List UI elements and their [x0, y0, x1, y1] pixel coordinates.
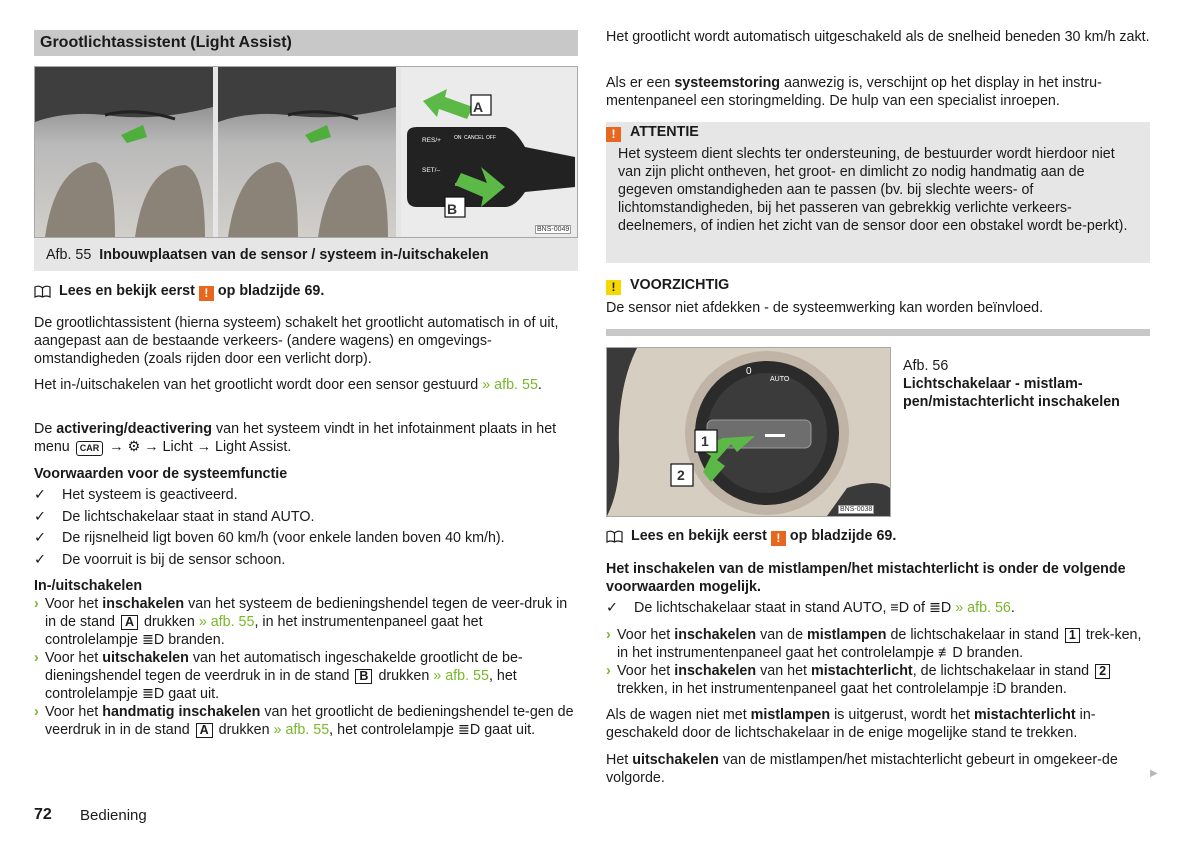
position-2-box: 2 — [1095, 664, 1110, 679]
sensor-paragraph: Het in-/uitschakelen van het grootlicht wordt door een sensor gestuurd » afb. 55. — [34, 377, 542, 393]
caption-number: Afb. 55 — [46, 247, 92, 263]
page-section: Bediening — [80, 807, 147, 824]
speed-text: Het grootlicht wordt automatisch uitgeschakeld als de snelheid beneden 30 km/h zakt. — [606, 29, 1150, 45]
on-off-title: In-/uitschakelen — [34, 578, 143, 594]
caution-icon: ! — [606, 280, 621, 295]
lever-label-off: OFF — [486, 135, 496, 141]
car-menu-key: CAR — [76, 441, 104, 456]
menu-path: → ⚙ → Licht → Light Assist. — [109, 439, 292, 455]
speed-paragraph — [606, 28, 1150, 46]
position-b-box: B — [355, 669, 372, 684]
figure-56 — [606, 347, 891, 517]
intro-paragraph — [34, 314, 578, 368]
attention-header — [606, 122, 1150, 142]
switch-position-2: 2 — [677, 467, 685, 483]
section-title: Grootlichtassistent (Light Assist) — [34, 30, 578, 56]
caption-title: Lichtschakelaar - mistlam-pen/mistachterlicht inschakelen — [903, 376, 1120, 410]
figure-code: BNS-0049 — [537, 226, 570, 233]
read-first-page[interactable]: op bladzijde 69. — [789, 528, 897, 544]
fault-paragraph: Als er een systeemstoring aanwezig is, verschijnt op het display in het instru-mentenpaneel een storingmelding. De hulp van een specialist inroepen. — [606, 75, 1102, 109]
list-item: ✓ De rijsnelheid ligt boven 60 km/h (voor enkele landen boven 40 km/h). — [34, 530, 505, 546]
warning-icon: ! — [771, 531, 786, 546]
divider — [606, 329, 1150, 336]
conditions — [34, 465, 578, 569]
position-a-box: A — [196, 723, 213, 738]
fig-55-link[interactable]: » afb. 55 — [198, 614, 255, 630]
attention-text: Het systeem dient slechts ter ondersteuning, de bestuurder wordt hierdoor niet van zijn plicht ontheven, het groot- en dimlicht zo nodig handmatig aan de gegeven omstandigheden aan te passen (bv. bij slechte weers- of lichtomstandigheden, bij het passeren van gebrekkig verlichte verkeers-deelnemers, of indien het zicht van de sensor door een obstakel wordt be-perkt). — [618, 146, 1128, 234]
caution-section — [606, 276, 1150, 317]
caution-text: De sensor niet afdekken - de systeemwerking kan worden beïnvloed. — [606, 300, 1044, 316]
caution-title: VOORZICHTIG — [630, 277, 730, 293]
position-1-box: 1 — [1065, 628, 1080, 643]
lever-label-res: RES/+ — [422, 137, 441, 144]
read-first-text: Lees en bekijk eerst — [59, 283, 195, 299]
list-item: ✓ De lichtschakelaar staat in stand AUTO. — [34, 508, 315, 525]
list-item: ✓ Het systeem is geactiveerd. — [34, 487, 238, 503]
fig-56-link[interactable]: » afb. 56 — [955, 600, 1011, 616]
read-first-2 — [606, 527, 1150, 548]
fog-conditions — [606, 560, 1150, 617]
caption-title: Inbouwplaatsen van de sensor / systeem in-/uitschakelen — [99, 247, 489, 263]
read-first-page[interactable]: op bladzijde 69. — [217, 283, 325, 299]
activation-paragraph — [34, 420, 578, 456]
list-item: › Voor het uitschakelen van het automatisch ingeschakelde grootlicht de be-dieningshendel tegen de veerdruk in in de stand B drukken » afb. 55, het controlelampje ≣D gaat uit. — [34, 650, 523, 702]
switch-position-1: 1 — [701, 433, 709, 449]
book-icon — [34, 285, 51, 303]
page-number: 72 — [34, 806, 52, 823]
activation-bold: activering/deactivering — [56, 421, 213, 437]
conditions-title: Voorwaarden voor de systeemfunctie — [34, 466, 288, 482]
switch-mark-auto: AUTO — [770, 376, 790, 383]
fig-55-link[interactable]: » afb. 55 — [433, 668, 489, 684]
attention-body — [606, 142, 1150, 263]
switch-mark-0: 0 — [746, 366, 752, 377]
lever-label-set: SET/– — [422, 167, 441, 174]
figure-55-illustration — [35, 67, 577, 237]
intro-text: De grootlichtassistent (hierna systeem) schakelt het grootlicht automatisch in of uit, aangepast aan de bestaande verkeers- (andere wagens) en omgevings-omstandigheden (zoals rijden door een verlicht dorp). — [34, 315, 559, 367]
fog-steps — [606, 626, 1150, 698]
figure-code: BNS-0038 — [840, 506, 873, 513]
figure-55 — [34, 66, 578, 238]
lever-label-cancel: CANCEL — [464, 135, 485, 141]
activation-mid: van het systeem vindt in het infotainment plaats in het menu — [34, 421, 557, 455]
warning-icon: ! — [199, 286, 214, 301]
figure-55-caption — [34, 238, 578, 271]
figure-56-caption — [903, 357, 1150, 411]
list-item: ✓ De lichtschakelaar staat in stand AUTO, ≡D of ≣D » afb. 56. — [606, 600, 1015, 616]
caption-number: Afb. 56 — [903, 358, 949, 374]
attention-title: ATTENTIE — [630, 124, 699, 140]
position-a-box: A — [121, 615, 138, 630]
figure-label-b: B — [447, 201, 458, 217]
sensor-text: Het in-/uitschakelen van het grootlicht wordt door een sensor gestuurd — [34, 377, 479, 393]
read-first-text: Lees en bekijk eerst — [631, 528, 767, 544]
list-item: › Voor het inschakelen van het mistachterlicht, de lichtschakelaar in stand 2 trekken, in het instrumentenpaneel gaat het controlelampje ⦙D branden. — [606, 662, 1150, 698]
book-icon — [606, 530, 623, 548]
lever-label-on: ON — [454, 135, 462, 141]
list-item: › Voor het inschakelen van het systeem de bedieningshendel tegen de veer-druk in in de stand A drukken » afb. 55, in het instrumentenpaneel gaat het controlelampje ≣D branden. — [34, 596, 568, 648]
fog-note-paragraph: Als de wagen niet met mistlampen is uitgerust, wordt het mistachterlicht in-geschakeld door de lichtschakelaar in de enige mogelijke stand te trekken. — [606, 707, 1096, 741]
list-item: ✓ De voorruit is bij de sensor schoon. — [34, 551, 286, 568]
figure-label-a: A — [473, 99, 484, 115]
fog-off-paragraph: Het uitschakelen van de mistlampen/het mistachterlicht gebeurt in omgekeer-de volgorde. — [606, 752, 1118, 786]
fog-conditions-title: Het inschakelen van de mistlampen/het mistachterlicht is onder de volgende voorwaarden mogelijk. — [606, 561, 1126, 595]
activation-pre: De — [34, 421, 53, 437]
read-first-1 — [34, 282, 578, 303]
list-item: › Voor het handmatig inschakelen van het grootlicht de bedieningshendel te-gen de veerdruk in in de stand A drukken » afb. 55, het controlelampje ≣D gaat uit. — [34, 704, 574, 738]
continue-arrow-icon: ▶ — [1150, 768, 1158, 779]
list-item: › Voor het inschakelen van de mistlampen de lichtschakelaar in stand 1 trek-ken, in het instrumentenpaneel gaat het controlelampje ≢D branden. — [606, 627, 1142, 661]
on-off-section — [34, 577, 578, 739]
warning-icon: ! — [606, 127, 621, 142]
fig-55-link[interactable]: » afb. 55 — [482, 377, 538, 393]
fig-55-link[interactable]: » afb. 55 — [273, 722, 330, 738]
